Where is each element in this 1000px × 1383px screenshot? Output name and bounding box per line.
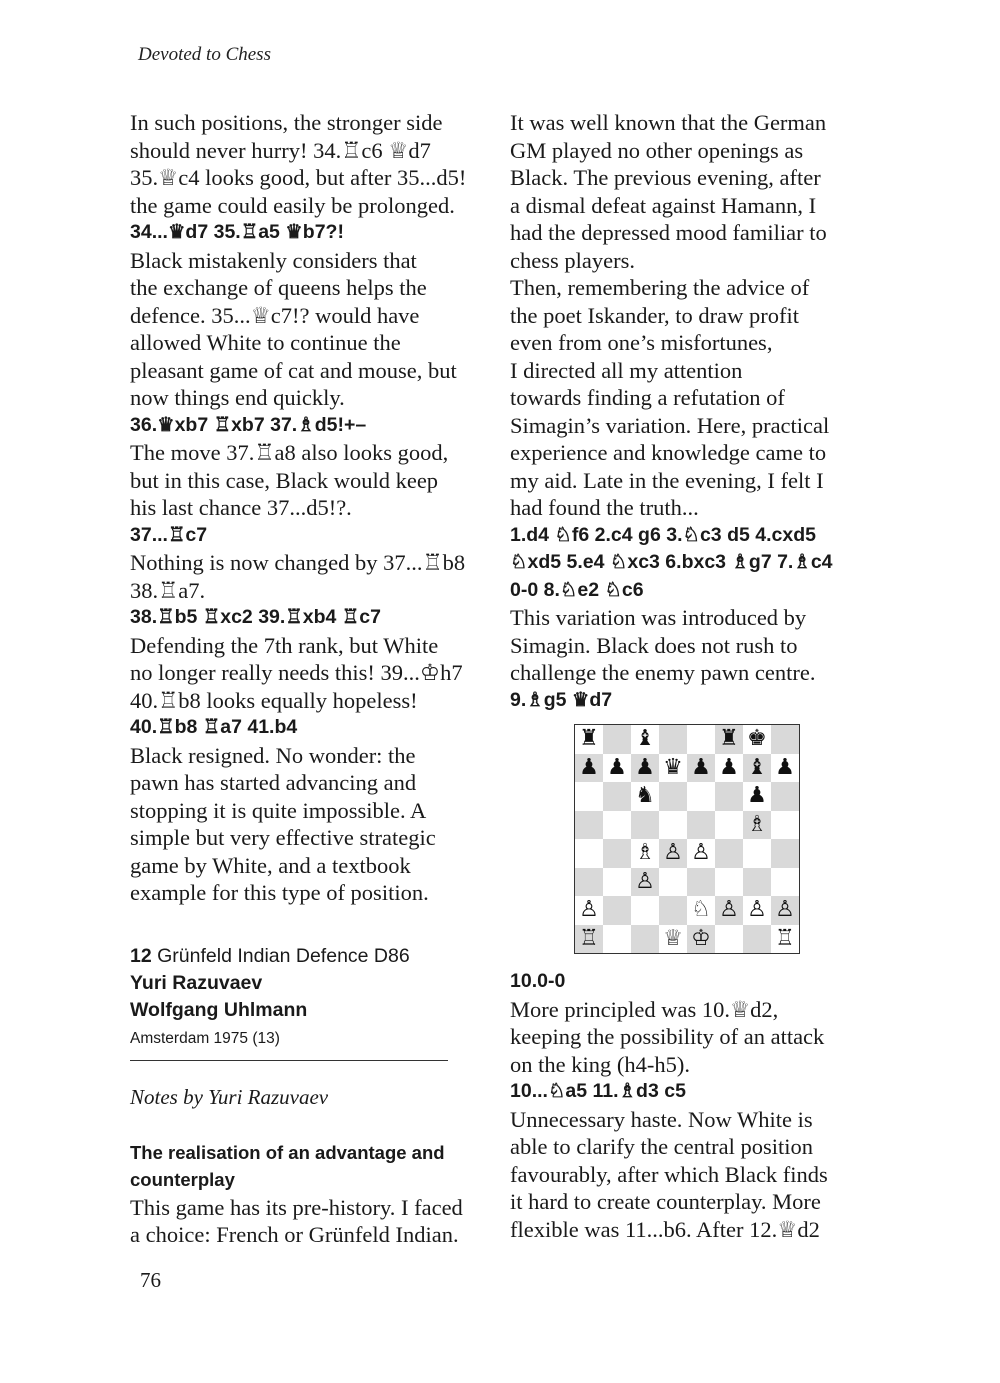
square-c4: ♗ <box>631 839 659 868</box>
move-line: 38.♖b5 ♖xc2 39.♖xb4 ♖c7 <box>130 606 381 628</box>
square-b6 <box>603 782 631 811</box>
square-e7: ♟ <box>687 754 715 783</box>
move-line: 10...♘a5 11.♗d3 c5 <box>510 1080 686 1102</box>
square-a5 <box>575 811 603 840</box>
square-e1: ♔ <box>687 925 715 954</box>
chess-diagram <box>574 724 802 958</box>
square-b8 <box>603 725 631 754</box>
square-d4: ♙ <box>659 839 687 868</box>
square-f3 <box>715 868 743 897</box>
move-line: 36.♛xb7 ♖xb7 37.♗d5!+– <box>130 413 367 436</box>
square-d2 <box>659 896 687 925</box>
square-f5 <box>715 811 743 840</box>
square-a7: ♟ <box>575 754 603 783</box>
square-g4 <box>743 839 771 868</box>
square-d5 <box>659 811 687 840</box>
square-c5 <box>631 811 659 840</box>
game-number: 12 <box>130 944 152 967</box>
left-column-body <box>130 109 492 907</box>
square-b5 <box>603 811 631 840</box>
paragraph: In such positions, the stronger side should never hurry! 34.♖c6 ♕d7 35.♕c4 looks good, but after 35...d5! the game could easily be prolonged. <box>130 110 467 218</box>
paragraph: It was well known that the German GM played no other openings as Black. The previous evening, after a dismal defeat against Hamann, I had the depressed mood familiar to chess players. Then, remembering the advice of the poet Iskander, to draw profit even from one’s misfortunes, I directed all my attention towards finding a refutation of Simagin’s variation. Here, practical experience and knowledge came to my aid. Late in the evening, I felt I had found the truth... <box>510 110 830 520</box>
paragraph: Nothing is now changed by 37...♖b8 38.♖a7. <box>130 550 466 603</box>
square-h6 <box>771 782 799 811</box>
square-c1 <box>631 925 659 954</box>
game-opening: Grünfeld Indian Defence D86 <box>157 944 410 967</box>
square-h8 <box>771 725 799 754</box>
square-c8: ♝ <box>631 725 659 754</box>
square-e4: ♙ <box>687 839 715 868</box>
square-a2: ♙ <box>575 896 603 925</box>
square-g3 <box>743 868 771 897</box>
square-h7: ♟ <box>771 754 799 783</box>
move-line: 10.0-0 <box>510 970 566 992</box>
square-g2: ♙ <box>743 896 771 925</box>
square-b1 <box>603 925 631 954</box>
white-player: Yuri Razuvaev <box>130 971 263 994</box>
move-line: 1.d4 ♘f6 2.c4 g6 3.♘c3 d5 4.cxd5 ♘xd5 5.e4 ♘xc3 6.bxc3 ♗g7 7.♗c4 0-0 8.♘e2 ♘c6 <box>510 523 833 601</box>
square-b3 <box>603 868 631 897</box>
square-g8: ♚ <box>743 725 771 754</box>
square-h4 <box>771 839 799 868</box>
black-player: Wolfgang Uhlmann <box>130 998 308 1021</box>
square-c2 <box>631 896 659 925</box>
divider <box>130 1060 448 1061</box>
square-h1: ♖ <box>771 925 799 954</box>
paragraph: Black mistakenly considers that the exchange of queens helps the defence. 35...♕c7!? would have allowed White to continue the pleasant game of cat and mouse, but now things end quickly. <box>130 247 457 410</box>
square-e5 <box>687 811 715 840</box>
move-line: 9.♗g5 ♛d7 <box>510 688 613 711</box>
paragraph: Black resigned. No wonder: the pawn has started advancing and stopping it is quite impossible. A simple but very effective strategic game by White, and a textbook example for this type of position. <box>130 742 436 905</box>
square-f7: ♟ <box>715 754 743 783</box>
paragraph: The move 37.♖a8 also looks good, but in this case, Black would keep his last chance 37...d5!?. <box>130 440 449 520</box>
notes-by: Notes by Yuri Razuvaev <box>130 1084 329 1109</box>
square-g6: ♟ <box>743 782 771 811</box>
chess-board <box>574 724 800 954</box>
square-d8 <box>659 725 687 754</box>
square-d6 <box>659 782 687 811</box>
move-line: 40.♖b8 ♖a7 41.b4 <box>130 716 298 738</box>
square-e6 <box>687 782 715 811</box>
square-a3 <box>575 868 603 897</box>
section-title: The realisation of an advantage and counterplay <box>130 1141 445 1190</box>
square-g7: ♝ <box>743 754 771 783</box>
square-e3 <box>687 868 715 897</box>
square-f1 <box>715 925 743 954</box>
square-f8: ♜ <box>715 725 743 754</box>
paragraph: More principled was 10.♕d2, keeping the possibility of an attack on the king (h4-h5). <box>510 996 825 1077</box>
square-d1: ♕ <box>659 925 687 954</box>
square-a8: ♜ <box>575 725 603 754</box>
square-f4 <box>715 839 743 868</box>
square-c6: ♞ <box>631 782 659 811</box>
paragraph: Defending the 7th rank, but White no longer really needs this! 39...♔h7 40.♖b8 looks equally hopeless! <box>130 632 463 713</box>
square-f6 <box>715 782 743 811</box>
square-e8 <box>687 725 715 754</box>
paragraph: Unnecessary haste. Now White is able to clarify the central position favourably, after which Black finds it hard to create counterplay. More flexible was 11...b6. After 12.♕d2 <box>510 1106 828 1242</box>
left-column <box>130 109 492 1249</box>
move-line: 37...♖c7 <box>130 523 208 546</box>
square-g5: ♗ <box>743 811 771 840</box>
square-d7: ♛ <box>659 754 687 783</box>
page-number: 76 <box>140 1268 161 1292</box>
game-header <box>130 943 492 1249</box>
running-head: Devoted to Chess <box>138 44 271 65</box>
square-b4 <box>603 839 631 868</box>
square-b2 <box>603 896 631 925</box>
move-line: 34...♛d7 35.♖a5 ♛b7?! <box>130 221 344 243</box>
game-title <box>130 943 492 970</box>
game-event: Amsterdam 1975 (13) <box>130 1029 280 1047</box>
square-g1 <box>743 925 771 954</box>
square-h2: ♙ <box>771 896 799 925</box>
game-intro: This game has its pre-history. I faced a choice: French or Grünfeld Indian. <box>130 1194 463 1247</box>
square-h3 <box>771 868 799 897</box>
square-b7: ♟ <box>603 754 631 783</box>
square-a6 <box>575 782 603 811</box>
square-f2: ♙ <box>715 896 743 925</box>
paragraph: This variation was introduced by Simagin. Black does not rush to challenge the enemy pawn centre. <box>510 605 816 685</box>
right-column <box>510 109 872 1243</box>
square-a1: ♖ <box>575 925 603 954</box>
square-e2: ♘ <box>687 896 715 925</box>
square-c3: ♙ <box>631 868 659 897</box>
square-a4 <box>575 839 603 868</box>
square-h5 <box>771 811 799 840</box>
square-d3 <box>659 868 687 897</box>
square-c7: ♟ <box>631 754 659 783</box>
